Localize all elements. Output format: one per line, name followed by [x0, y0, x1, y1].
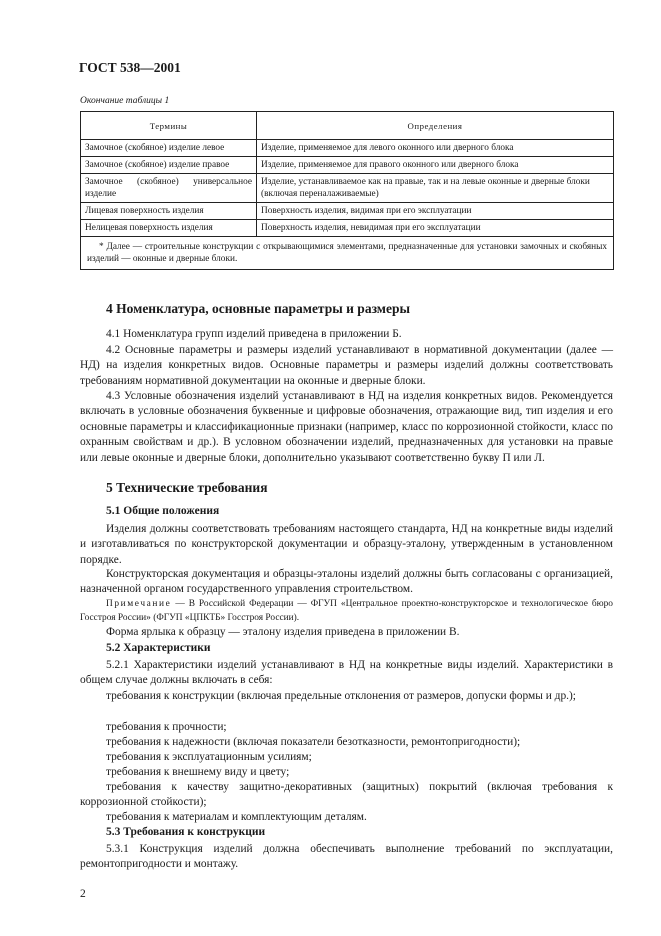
- requirement-item: требования к качеству защитно-декоративных (защитных) покрытий (включая требования к коррозионной стойкости);: [80, 781, 613, 809]
- definition-cell: Изделие, устанавливаемое как на правые, так и на левые оконные и дверные блоки (включая переналаживаемые): [257, 174, 614, 203]
- table-row: [81, 220, 614, 237]
- term-cell: Замочное (скобяное) изделие правое: [81, 157, 257, 174]
- table-row: [81, 203, 614, 220]
- table-footnote-row: [81, 237, 614, 270]
- term-cell: Лицевая поверхность изделия: [81, 203, 257, 220]
- definition-cell: Изделие, применяемое для левого оконного или дверного блока: [257, 140, 614, 157]
- paragraph-5-1-2: Конструкторская документация и образцы-эталоны изделий должны быть согласованы с организацией, назначенной органом государственного управления строительством.: [80, 568, 613, 596]
- terms-table: [80, 111, 614, 270]
- definition-cell: Поверхность изделия, невидимая при его эксплуатации: [257, 220, 614, 237]
- table-header-row: [81, 112, 614, 140]
- requirement-item: требования к надежности (включая показатели безотказности, ремонтопригодности);: [106, 736, 521, 748]
- requirement-item: требования к эксплуатационным усилиям;: [106, 751, 312, 763]
- definition-cell: Поверхность изделия, видимая при его эксплуатации: [257, 203, 614, 220]
- note-label: Примечание: [106, 599, 172, 609]
- subsection-5-2-heading: 5.2 Характеристики: [106, 642, 211, 654]
- table-row: [81, 174, 614, 203]
- paragraph-5-3-1: 5.3.1 Конструкция изделий должна обеспечивать выполнение требований по эксплуатации, ремонтопригодности и монтажу.: [80, 843, 613, 871]
- table-row: [81, 157, 614, 174]
- section-5-heading: 5 Технические требования: [106, 480, 268, 495]
- table-row: [81, 140, 614, 157]
- paragraph-4-1: 4.1 Номенклатура групп изделий приведена в приложении Б.: [106, 328, 402, 340]
- column-header-definitions: Определения: [257, 112, 614, 140]
- note-text: — В Российской Федерации — ФГУП «Центральное проектно-конструкторское и технологическое бюро Госстроя России» (ФГУП «ЦПКТБ» Госстроя России).: [80, 599, 613, 623]
- term-cell: Замочное (скобяное) изделие левое: [81, 140, 257, 157]
- page-number: 2: [80, 888, 86, 900]
- requirement-item: требования к внешнему виду и цвету;: [106, 766, 290, 778]
- requirement-item: требования к прочности;: [106, 721, 227, 733]
- paragraph-4-2: 4.2 Основные параметры и размеры изделий устанавливают в нормативной документации (далее — НД) на изделия конкретных видов. Основные параметры и размеры изделий должны соответствовать требованиям нормативной документации на оконные и дверные блоки.: [80, 344, 613, 387]
- section-4-heading: 4 Номенклатура, основные параметры и размеры: [106, 301, 411, 316]
- paragraph-5-1-3: Форма ярлыка к образцу — эталону изделия приведена в приложении В.: [106, 626, 460, 638]
- note-paragraph: [80, 597, 613, 625]
- definition-cell: Изделие, применяемое для правого оконного или дверного блока: [257, 157, 614, 174]
- table-caption: Окончание таблицы 1: [80, 96, 170, 106]
- requirement-item: требования к конструкции (включая предельные отклонения от размеров, допуски формы и др.);: [106, 690, 576, 702]
- requirement-item: требования к материалам и комплектующим деталям.: [106, 811, 367, 823]
- term-cell: Замочное (скобяное) универсальное изделие: [81, 174, 257, 203]
- column-header-terms: Термины: [81, 112, 257, 140]
- subsection-5-1-heading: 5.1 Общие положения: [106, 505, 220, 517]
- paragraph-5-1-1: Изделия должны соответствовать требованиям настоящего стандарта, НД на конкретные виды изделий и изготавливаться по конструкторской документации и образцу-эталону, утвержденным в установленном порядке.: [80, 523, 613, 566]
- subsection-5-3-heading: 5.3 Требования к конструкции: [106, 826, 266, 838]
- term-cell: Нелицевая поверхность изделия: [81, 220, 257, 237]
- document-header: ГОСТ 538—2001: [79, 60, 181, 75]
- paragraph-5-2-1: 5.2.1 Характеристики изделий устанавливают в НД на конкретные виды изделий. Характеристики в общем случае должны включать в себя:: [80, 659, 613, 687]
- paragraph-4-3: 4.3 Условные обозначения изделий устанавливают в НД на изделия конкретных видов. Рекомендуется включать в условные обозначения буквенные и цифровые обозначения, отражающие вид, тип изделия и его основные параметры и классификационные признаки (например, класс по коррозионной стойкости, класс по охранным свойствам и др.). В условном обозначении изделий, предназначенных для установки на правые или левые оконные и дверные блоки, дополнительно указывают соответственно букву П или Л.: [80, 390, 613, 464]
- table-footnote: * Далее — строительные конструкции с открывающимися элементами, предназначенные для установки замочных и скобяных изделий — оконные и дверные блоки.: [81, 237, 614, 270]
